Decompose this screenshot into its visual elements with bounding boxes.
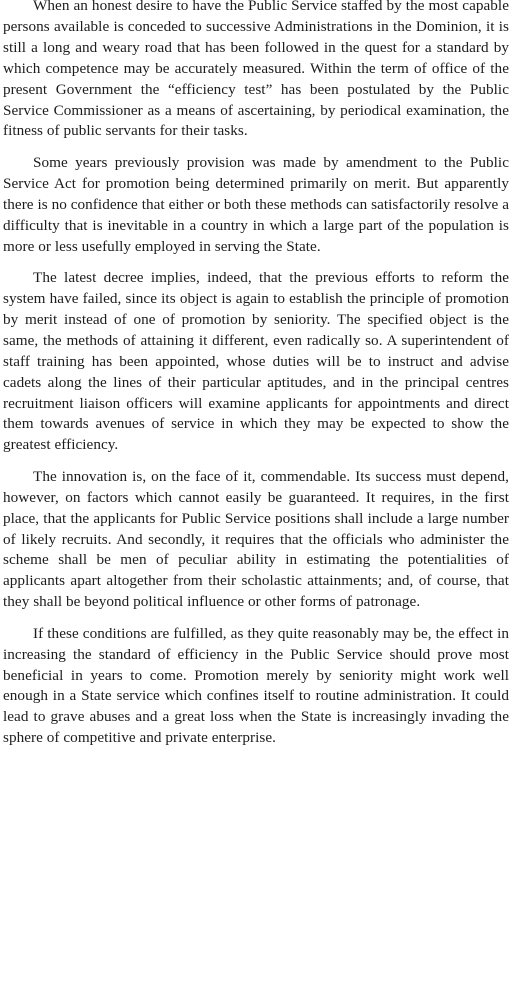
paragraph-2: Some years previously provision was made by amendment to the Public Service Act for promotion being determined primarily on merit. But apparently there is no confidence that either or both these methods can satisfactorily resolve a difficulty that is inevitable in a country in which a large part of the population is more or less usefully employed in serving the State. [3,153,509,255]
article-body [3,0,509,760]
paragraph-3: The latest decree implies, indeed, that the previous efforts to reform the system have failed, since its object is again to establish the principle of promotion by merit instead of one of promotion by seniority. The specified object is the same, the methods of attaining it different, even radically so. A superintendent of staff training has been appointed, whose duties will be to instruct and advise cadets along the lines of their particular aptitudes, and in the principal centres recruitment liaison officers will examine applicants for appointments and direct them towards avenues of service in which they may be expected to show the greatest efficiency. [3,269,509,454]
paragraph-4: The innovation is, on the face of it, commendable. Its success must depend, however, on factors which cannot easily be guaranteed. It requires, in the first place, that the applicants for Public Service positions shall include a large number of likely recruits. And secondly, it requires that the officials who administer the scheme shall be men of peculiar ability in estimating the potentialities of applicants apart altogether from their scholastic attainments; and, of course, that they shall be beyond political influence or other forms of patronage. [3,467,509,611]
paragraph-1: When an honest desire to have the Public Service staffed by the most capable persons available is conceded to successive Administrations in the Dominion, it is still a long and weary road that has been followed in the quest for a standard by which competence may be accurately measured. Within the term of office of the present Government the “efficiency test” has been postulated by the Public Service Commissioner as a means of ascertaining, by periodical examination, the fitness of public servants for their tasks. [3,0,509,140]
paragraph-5: If these conditions are fulfilled, as they quite reasonably may be, the effect in increasing the standard of efficiency in the Public Service should prove most beneficial in years to come. Promotion merely by seniority might work well enough in a State service which confines itself to routine administration. It could lead to grave abuses and a great loss when the State is increasingly invading the sphere of competitive and private enterprise. [3,624,509,747]
